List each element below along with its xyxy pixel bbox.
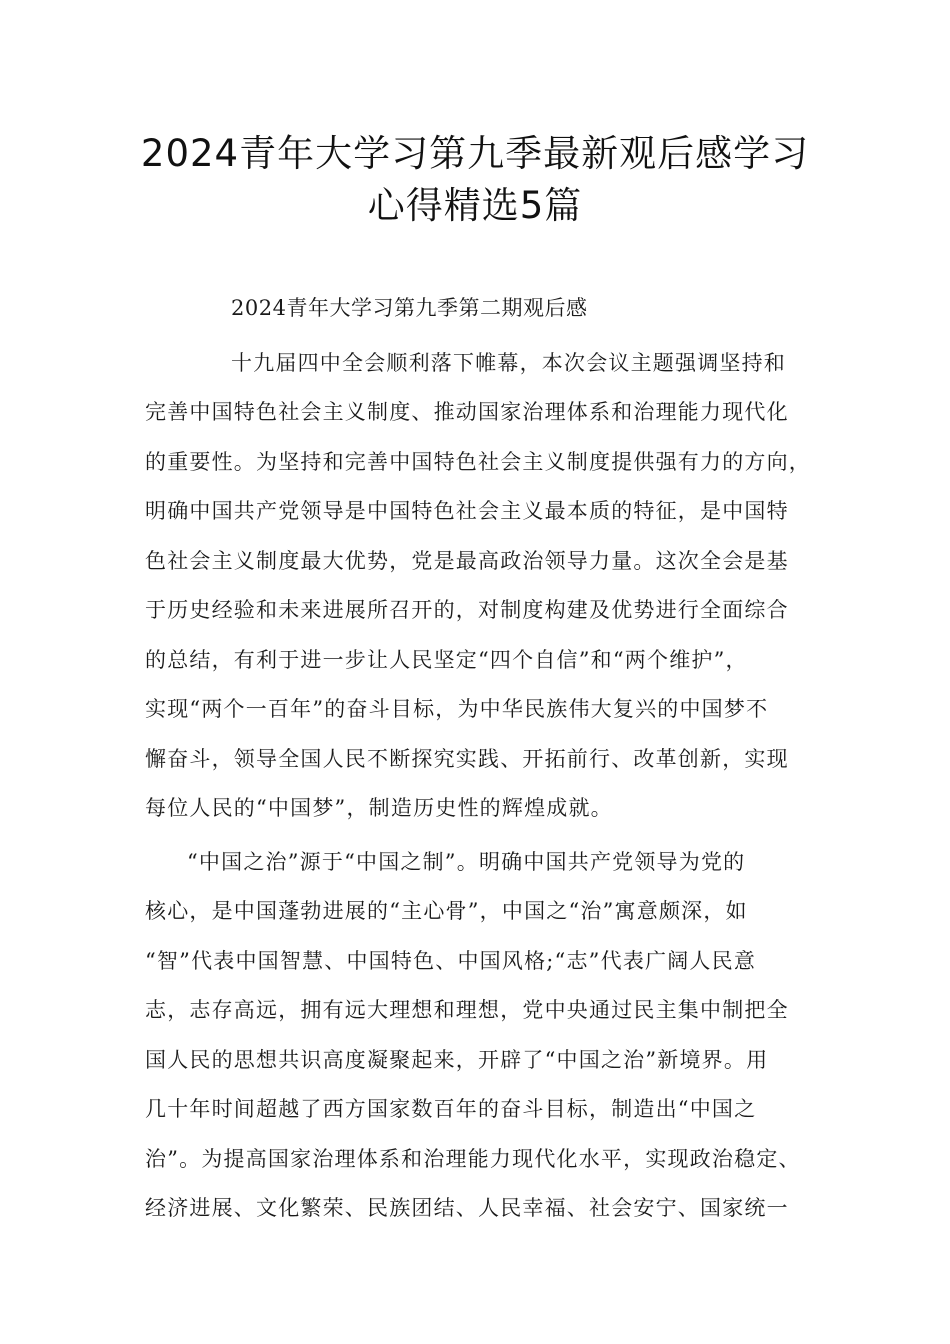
title-line-2: 心得精选5篇 (367, 184, 583, 227)
text-line: 明确中国共产党领导是中国特色社会主义最本质的特征，是中国特 (145, 499, 789, 523)
paragraph-1 (145, 339, 835, 834)
text-line: 每位人民的“中国梦”，制造历史性的辉煌成就。 (145, 796, 613, 820)
title-line-1: 2024青年大学习第九季最新观后感学习 (140, 132, 810, 175)
text-line: 色社会主义制度最大优势，党是最高政治领导力量。这次全会是基 (145, 548, 789, 573)
text-line: 国人民的思想共识高度凝聚起来，开辟了“中国之治”新境界。用 (145, 1047, 769, 1072)
text-line: 实现“两个一百年”的奋斗目标，为中华民族伟大复兴的中国梦不 (145, 697, 769, 721)
text-line: 治”。为提高国家治理体系和治理能力现代化水平，实现政治稳定、 (145, 1146, 801, 1171)
text-line: 的总结，有利于进一步让人民坚定“四个自信”和“两个维护”， (145, 647, 748, 672)
text-line: 几十年时间超越了西方国家数百年的奋斗目标，制造出“中国之 (145, 1097, 757, 1121)
text-line: 于历史经验和未来进展所召开的，对制度构建及优势进行全面综合 (145, 598, 789, 622)
text-line: 懈奋斗，领导全国人民不断探究实践、开拓前行、改革创新，实现 (145, 746, 789, 771)
paragraph-2 (145, 838, 835, 1234)
text-line: “智”代表中国智慧、中国特色、中国风格;“志”代表广阔人民意 (145, 948, 757, 973)
text-line: 核心，是中国蓬勃进展的“主心骨”，中国之“治”寓意颇深，如 (145, 899, 748, 923)
text-line: 经济进展、文化繁荣、民族团结、人民幸福、社会安宁、国家统一 (145, 1196, 789, 1220)
text-line: “中国之治”源于“中国之制”。明确中国共产党领导为党的 (187, 849, 746, 874)
text-line: 十九届四中全会顺利落下帷幕，本次会议主题强调坚持和 (231, 350, 786, 375)
text-line: 的重要性。为坚持和完善中国特色社会主义制度提供强有力的方向， (145, 449, 811, 474)
text-line: 志，志存高远，拥有远大理想和理想，党中央通过民主集中制把全 (145, 998, 789, 1022)
text-line: 完善中国特色社会主义制度、推动国家治理体系和治理能力现代化 (145, 400, 789, 424)
section-heading: 2024青年大学习第九季第二期观后感 (231, 296, 588, 320)
document-title (100, 128, 850, 232)
document-body (145, 284, 835, 1234)
